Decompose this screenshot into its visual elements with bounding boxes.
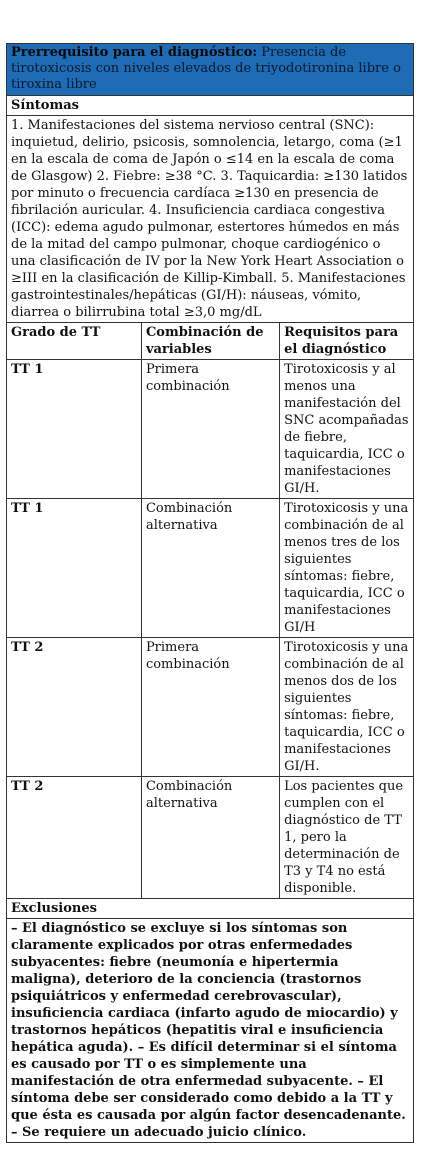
prereq-cell [7,44,414,96]
grade-cell: TT 2 [7,638,142,777]
grade-cell: TT 1 [7,499,142,638]
table-row [7,360,414,499]
prereq-label: Prerrequisito para el diagnóstico: [11,45,258,60]
diagnostic-criteria-table [6,43,414,1143]
grade-cell: TT 2 [7,777,142,899]
combo-cell: Primera combinación [141,638,279,777]
col-header-req: Requisitos para el diagnóstico [280,323,414,360]
req-cell: Tirotoxicosis y una combinación de al menos tres de los siguientes síntomas: fiebre, taquicardia, ICC o manifestaciones GI/H [280,499,414,638]
exclusiones-body: – El diagnóstico se excluye si los síntomas son claramente explicados por otras enfermedades subyacentes: fiebre (neumonía e hipertermia maligna), deterioro de la conciencia (trastornos psiquiátricos y enfermedad cerebrovascular), insuficiencia cardiaca (infarto agudo de miocardio) y trastornos hepáticos (hepatitis viral e insuficiencia hepática aguda). – Es difícil determinar si el síntoma es causado por TT o es simplemente una manifestación de otra enfermedad subyacente. – El síntoma debe ser considerado como debido a la TT y que ésta es causada por algún factor desencadenante. – Se requiere un adecuado juicio clínico. [7,919,414,1143]
col-header-combo: Combinación de variables [141,323,279,360]
sintomas-body: 1. Manifestaciones del sistema nervioso central (SNC): inquietud, delirio, psicosis, somnolencia, letargo, coma (≥1 en la escala de coma de Japón o ≤14 en la escala de coma de Glasgow) 2. Fiebre: ≥38 °C. 3. Taquicardia: ≥130 latidos por minuto o frecuencia cardíaca ≥130 en presencia de fibrilación auricular. 4. Insuficiencia cardiaca congestiva (ICC): edema agudo pulmonar, estertores húmedos en más de la mitad del campo pulmonar, choque cardiogénico o una clasificación de IV por la New York Heart Association o ≥III en la clasificación de Killip-Kimball. 5. Manifestaciones gastrointestinales/hepáticas (GI/H): náuseas, vómito, diarrea o bilirrubina total ≥3,0 mg/dL [7,116,414,323]
grade-cell: TT 1 [7,360,142,499]
table-row [7,777,414,899]
table-row [7,499,414,638]
req-cell: Los pacientes que cumplen con el diagnóstico de TT 1, pero la determinación de T3 y T4 no está disponible. [280,777,414,899]
prereq-row [7,44,414,96]
combo-cell: Combinación alternativa [141,777,279,899]
combo-cell: Combinación alternativa [141,499,279,638]
combo-cell: Primera combinación [141,360,279,499]
prereq-text: Presencia de tirotoxicosis con niveles elevados de triyodotironina libre o tiroxina libre [11,45,401,92]
exclusiones-header: Exclusiones [7,899,414,919]
grade-table-header-row [7,323,414,360]
sintomas-header: Síntomas [7,96,414,116]
req-cell: Tirotoxicosis y al menos una manifestación del SNC acompañadas de fiebre, taquicardia, ICC o manifestaciones GI/H. [280,360,414,499]
req-cell: Tirotoxicosis y una combinación de al menos dos de los siguientes síntomas: fiebre, taquicardia, ICC o manifestaciones GI/H. [280,638,414,777]
table-row [7,638,414,777]
col-header-grade: Grado de TT [7,323,142,360]
